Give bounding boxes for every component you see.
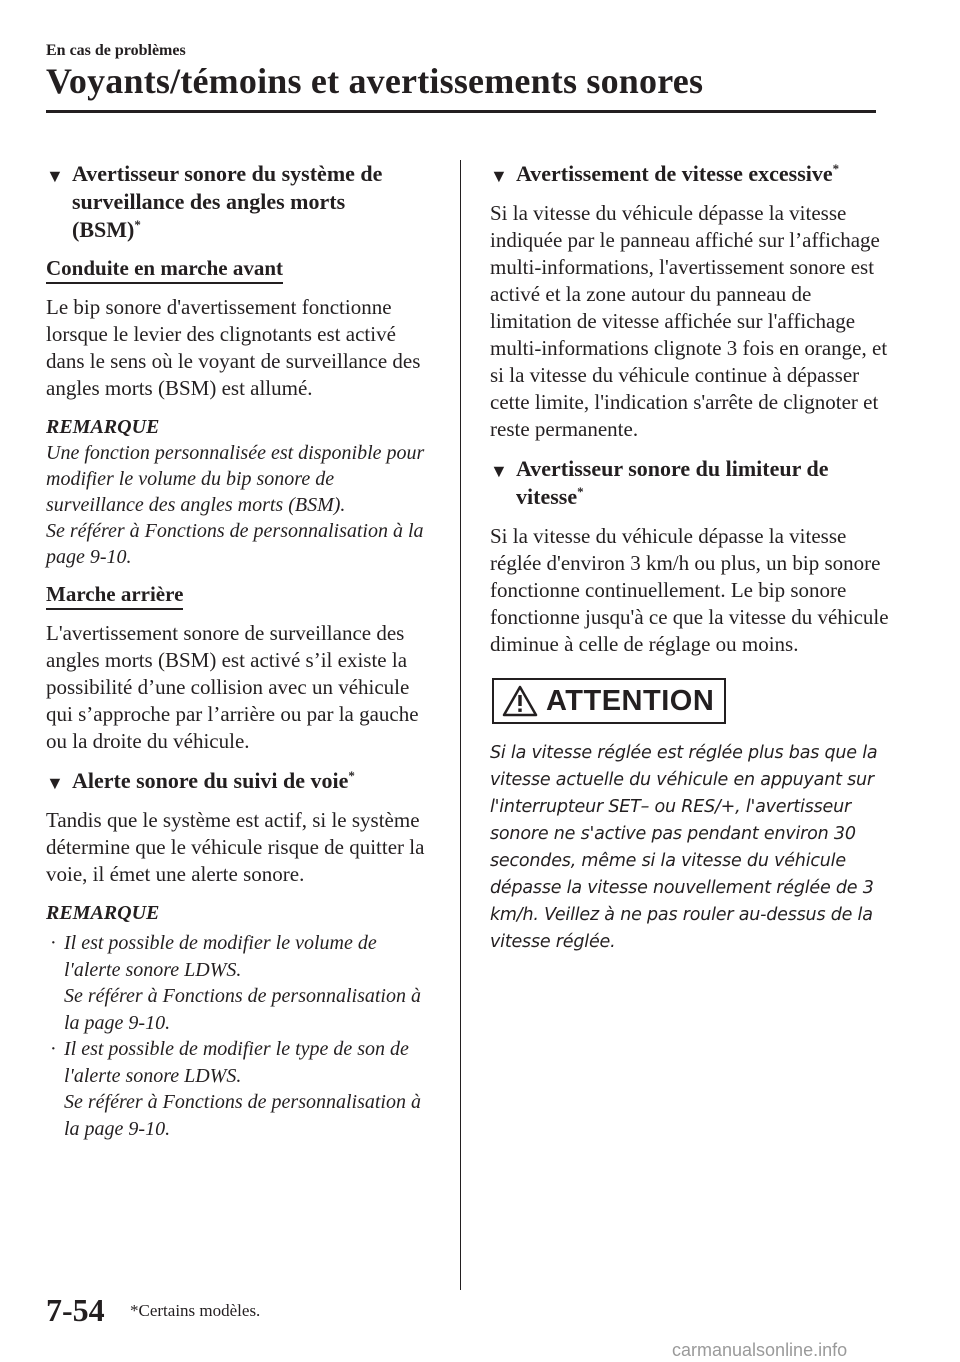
forward-text: Le bip sonore d'avertissement fonctionne lorsque le levier des clignotants est activé dans le sens où le voyant de surveillance des angles morts (BSM) est allumé.: [46, 295, 421, 400]
page-title: Voyants/témoins et avertissements sonores: [46, 61, 704, 101]
note-title: REMARQUE: [46, 902, 160, 924]
note-text: [46, 440, 436, 570]
attention-box: [492, 678, 726, 724]
overspeed-heading: ▼ Avertissement de vitesse excessive*: [490, 160, 890, 188]
forward-heading: Conduite en marche avant: [46, 256, 283, 284]
bullet-dot-icon: ·: [50, 932, 57, 954]
limiter-heading: [490, 455, 890, 511]
footnote-star: *: [134, 217, 141, 232]
attention-label: ATTENTION: [546, 684, 715, 717]
bsm-heading-line-2: surveillance des angles morts: [72, 189, 346, 214]
limiter-heading-line-1: Avertisseur sonore du limiteur de: [516, 456, 829, 481]
attention-text: Si la vitesse réglée est réglée plus bas que la vitesse actuelle du véhicule en appuyant sur l'interrupteur SET– ou RES/+, l'avertisseur sonore ne s'active pas pendant environ 30 secondes, même si la vitesse du véhicule dépasse la vitesse nouvellement réglée de 3 km/h. Veillez à ne pas rouler au-dessus de la vitesse réglée.: [490, 743, 878, 952]
reverse-text: L'avertissement sonore de surveillance des angles morts (BSM) est activé s’il existe la possibilité d’une collision avec un véhicule qui s’approche par l’arrière ou par la gauche ou la droite du véhicule.: [46, 621, 419, 753]
bullet-text: Se référer à Fonctions de personnalisation à la page 9-10.: [64, 985, 421, 1034]
footnote-star: *: [348, 768, 355, 783]
column-divider: [460, 160, 461, 1290]
overspeed-text: Si la vitesse du véhicule dépasse la vitesse indiquée par le panneau affiché sur l’affichage multi-informations, l'avertissement sonore est activé et la zone autour du panneau de limitation de vitesse affichée sur l'affichage multi-informations clignote 3 fois en orange, et si la vitesse du véhicule continue à dépasser cette limite, l'indication s'arrête de clignoter et reste permanente.: [490, 201, 888, 441]
watermark: carmanualsonline.info: [672, 1340, 848, 1360]
lane-heading: ▼ Alerte sonore du suivi de voie*: [46, 767, 436, 795]
bullet-dot-icon: ·: [50, 1038, 57, 1060]
header-rule: [46, 110, 876, 113]
lane-text: Tandis que le système est actif, si le système détermine que le véhicule risque de quitter la voie, il émet une alerte sonore.: [46, 808, 425, 886]
bsm-heading: [46, 160, 436, 244]
header-section: En cas de problèmes: [46, 42, 186, 59]
bullet-text: Se référer à Fonctions de personnalisation à la page 9-10.: [64, 1091, 421, 1140]
note-text-2: Se référer à Fonctions de personnalisation à la page 9-10.: [46, 520, 424, 568]
left-column: [46, 160, 436, 1142]
page-number: 7-54: [46, 1292, 105, 1328]
triangle-down-icon: ▼: [46, 166, 64, 186]
triangle-down-icon: ▼: [490, 166, 508, 186]
footer-note: *Certains modèles.: [130, 1301, 261, 1320]
list-item: [46, 1036, 436, 1142]
right-column: [490, 160, 890, 956]
limiter-heading-line-2: vitesse*: [516, 484, 584, 509]
bullet-text: Il est possible de modifier le volume de l'alerte sonore LDWS.: [64, 932, 377, 981]
reverse-heading: Marche arrière: [46, 582, 183, 610]
note-text-1: Une fonction personnalisée est disponible pour modifier le volume du bip sonore de surveillance des angles morts (BSM).: [46, 442, 425, 516]
triangle-down-icon: ▼: [490, 461, 508, 481]
bullet-text: Il est possible de modifier le type de son de l'alerte sonore LDWS.: [64, 1038, 409, 1087]
triangle-down-icon: ▼: [46, 773, 64, 793]
bsm-heading-line-1: Avertisseur sonore du système de: [72, 161, 383, 186]
footnote-star: *: [832, 161, 840, 176]
list-item: [46, 930, 436, 1036]
note-title: REMARQUE: [46, 416, 160, 438]
warning-triangle-icon: [502, 685, 538, 717]
limiter-text: Si la vitesse du véhicule dépasse la vitesse réglée d'environ 3 km/h ou plus, un bip sonore fonctionne continuellement. Le bip sonore fonctionne jusqu'à ce que la vitesse du véhicule diminue à celle de réglage ou moins.: [490, 524, 889, 656]
bsm-heading-line-3: (BSM)*: [72, 217, 141, 242]
footnote-star: *: [577, 484, 584, 499]
